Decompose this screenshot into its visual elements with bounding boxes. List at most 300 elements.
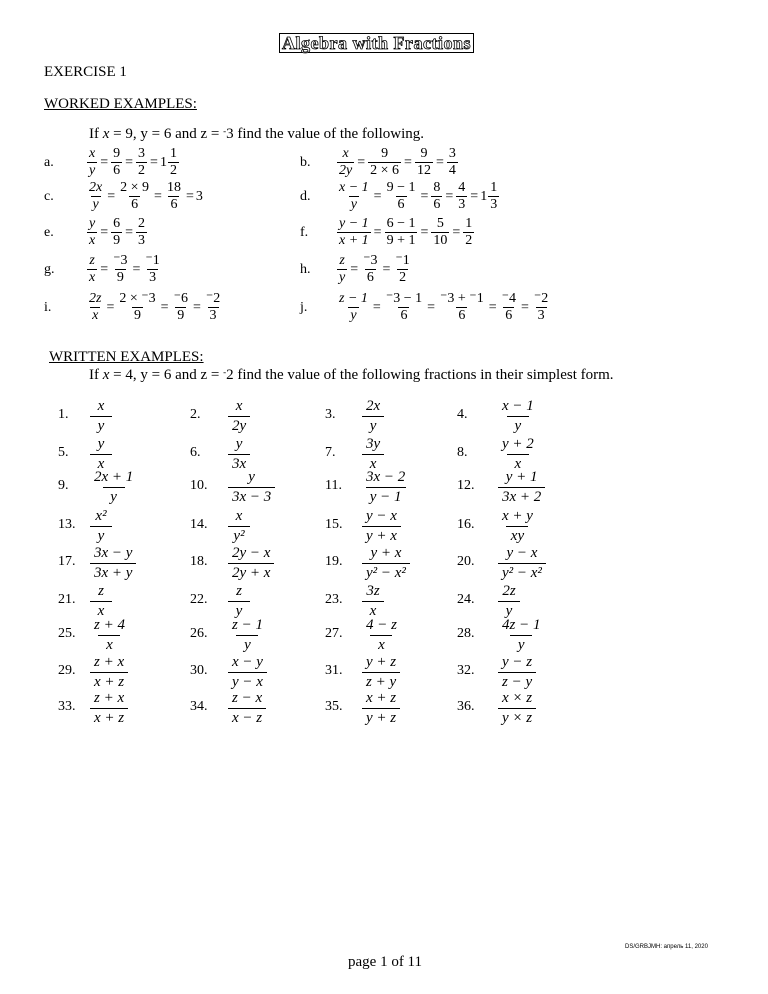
fraction-numerator: x − 1 <box>339 180 369 195</box>
worked-example-label: a. <box>44 155 54 170</box>
fraction-numerator: ⁻3 − 1 <box>385 291 423 306</box>
fraction <box>172 292 190 323</box>
fraction-denominator: 2 <box>399 270 407 285</box>
written-example-fraction <box>90 469 137 505</box>
written-example-fraction <box>498 545 546 581</box>
worked-example-equation <box>86 254 163 285</box>
fraction-numerator: ⁻2 <box>533 291 549 306</box>
equals-sign: = <box>125 154 134 170</box>
fraction-denominator: x <box>362 601 384 620</box>
written-example-label: 29. <box>58 663 76 678</box>
fraction-denominator: x <box>89 233 96 248</box>
fraction-denominator: y <box>89 163 96 178</box>
intro-text: = 4, y = 6 and z = <box>109 367 224 383</box>
written-example-fraction <box>498 436 538 472</box>
fraction-numerator: x × z <box>502 690 533 706</box>
written-example-fraction <box>90 508 112 544</box>
written-example-fraction <box>90 436 112 472</box>
fraction <box>165 181 183 212</box>
written-example-fraction <box>90 654 128 690</box>
equals-sign: = <box>107 188 116 204</box>
worked-example-label: e. <box>44 225 54 240</box>
fraction-numerator: 2 <box>138 216 146 231</box>
fraction-numerator: ⁻1 <box>395 253 410 268</box>
worked-example-equation <box>336 147 459 178</box>
fraction <box>500 292 518 323</box>
written-example-fraction <box>362 436 384 472</box>
fraction <box>111 254 129 285</box>
fraction-denominator: 9 <box>177 308 185 323</box>
fraction-denominator: y² − x² <box>498 563 546 582</box>
fraction-numerator: 2x <box>366 398 381 414</box>
worked-example-equation <box>336 254 413 285</box>
written-examples-heading: WRITTEN EXAMPLES: <box>49 349 204 365</box>
fraction <box>204 292 222 323</box>
fraction-denominator: 12 <box>416 163 431 178</box>
fraction <box>393 254 411 285</box>
fraction-numerator: y + z <box>366 654 397 670</box>
fraction-numerator: z − 1 <box>232 617 263 633</box>
fraction-denominator: y <box>103 487 125 506</box>
fraction-numerator: y + x <box>370 545 402 561</box>
written-example-label: 21. <box>58 592 76 607</box>
fraction-denominator: x <box>362 454 384 473</box>
negative-sign: - <box>223 126 227 136</box>
worked-examples-intro <box>89 126 424 143</box>
fraction-denominator: 3 <box>490 197 498 212</box>
equals-sign: = <box>373 224 382 240</box>
equals-sign: = <box>100 224 109 240</box>
fraction <box>337 217 371 248</box>
equals-sign: = <box>192 299 201 315</box>
fraction-numerator: x + y <box>502 508 533 524</box>
fraction-numerator: 9 <box>381 146 389 161</box>
equals-sign: = <box>100 261 109 277</box>
fraction <box>87 181 104 212</box>
written-example-label: 19. <box>325 554 343 569</box>
fraction <box>385 181 418 212</box>
intro-text: If <box>89 367 103 383</box>
fraction-denominator: x <box>98 635 120 654</box>
equals-sign: = <box>132 261 141 277</box>
worked-example-equation <box>336 292 551 323</box>
written-example-label: 33. <box>58 699 76 714</box>
written-example-label: 7. <box>325 445 336 460</box>
written-example-fraction <box>362 545 410 581</box>
fraction <box>111 147 122 178</box>
fraction-denominator: 3 <box>138 233 146 248</box>
fraction-numerator: z <box>89 253 95 268</box>
fraction-numerator: z − x <box>232 690 263 706</box>
written-example-label: 11. <box>325 478 342 493</box>
written-example-label: 3. <box>325 407 336 422</box>
fraction <box>117 292 157 323</box>
written-example-label: 22. <box>190 592 208 607</box>
fraction <box>431 181 442 212</box>
fraction-numerator: 8 <box>433 180 441 195</box>
fraction-numerator: x <box>342 146 349 161</box>
fraction-denominator: 3x − 3 <box>228 487 275 506</box>
worked-example-label: b. <box>300 155 311 170</box>
fraction <box>447 147 458 178</box>
written-example-fraction <box>90 545 136 581</box>
equals-sign: = <box>350 261 359 277</box>
fraction-numerator: y <box>89 216 96 231</box>
intro-text: = 9, y = 6 and z = <box>109 126 224 142</box>
fraction-numerator: y <box>235 436 243 452</box>
fraction-denominator: y <box>350 308 357 323</box>
written-example-fraction <box>228 436 250 472</box>
written-example-fraction <box>228 654 267 690</box>
whole-number: 1 <box>159 154 167 170</box>
fraction-numerator: y − z <box>502 654 533 670</box>
written-example-fraction <box>362 508 401 544</box>
equals-sign: = <box>150 154 158 170</box>
fraction-numerator: 1 <box>169 146 177 161</box>
worked-example-label: g. <box>44 262 55 277</box>
written-example-label: 32. <box>457 663 475 678</box>
fraction-denominator: 2 <box>465 233 473 248</box>
intro-variable: x <box>102 126 110 142</box>
equals-sign: = <box>106 299 115 315</box>
fraction-denominator: y × z <box>498 708 536 727</box>
fraction-denominator: 4 <box>448 163 456 178</box>
fraction <box>384 292 424 323</box>
fraction-denominator: y <box>339 270 346 285</box>
worked-example-equation <box>86 292 223 323</box>
written-example-fraction <box>362 617 401 653</box>
equals-sign: = <box>160 299 169 315</box>
fraction-numerator: 3x − y <box>94 545 133 561</box>
written-example-label: 25. <box>58 626 76 641</box>
fraction-numerator: 2 × ⁻3 <box>119 291 156 306</box>
fraction-denominator: y + x <box>362 526 401 545</box>
equals-sign: = <box>470 188 479 204</box>
written-example-fraction <box>228 617 267 653</box>
fraction <box>385 217 418 248</box>
written-example-label: 10. <box>190 478 208 493</box>
equals-sign: = <box>445 188 454 204</box>
fraction-numerator: 3y <box>366 436 381 452</box>
fraction <box>415 147 433 178</box>
written-example-label: 36. <box>457 699 475 714</box>
fraction-numerator: 6 − 1 <box>386 216 416 231</box>
fraction <box>368 147 401 178</box>
fraction-numerator: 9 <box>113 146 121 161</box>
worked-example-label: d. <box>300 189 311 204</box>
fraction-numerator: x <box>89 146 96 161</box>
fraction <box>488 181 499 212</box>
fraction-denominator: x <box>92 308 99 323</box>
fraction-numerator: z + 4 <box>94 617 125 633</box>
written-example-fraction <box>498 469 545 505</box>
fraction-denominator: x + 1 <box>339 233 369 248</box>
fraction-numerator: y <box>97 436 105 452</box>
fraction-numerator: ⁻6 <box>173 291 188 306</box>
equals-sign: = <box>373 188 382 204</box>
worked-example-equation <box>336 217 475 248</box>
fraction-denominator: 3 <box>537 308 545 323</box>
fraction-denominator: 6 <box>433 197 441 212</box>
fraction-denominator: 6 <box>400 308 408 323</box>
fraction-numerator: ⁻2 <box>205 291 221 306</box>
fraction-denominator: 6 <box>458 308 466 323</box>
page-title: Algebra with Fractions <box>279 33 474 53</box>
fraction <box>87 254 97 285</box>
fraction-denominator: x + z <box>90 708 128 727</box>
fraction <box>431 217 449 248</box>
fraction-denominator: 9 + 1 <box>386 233 416 248</box>
fraction-denominator: 2y <box>228 416 250 435</box>
fraction-denominator: y <box>362 416 384 435</box>
fraction-denominator: y + z <box>362 708 400 727</box>
fraction-numerator: y − x <box>506 545 538 561</box>
fraction-denominator: xy <box>506 526 528 545</box>
fraction <box>143 254 161 285</box>
fraction <box>118 181 151 212</box>
fraction-denominator: x − z <box>228 708 266 727</box>
written-example-fraction <box>90 617 129 653</box>
fraction-numerator: 5 <box>436 216 444 231</box>
fraction-denominator: x <box>90 454 112 473</box>
equals-sign: = <box>420 188 429 204</box>
fraction-numerator: 9 − 1 <box>386 180 416 195</box>
worked-example-equation <box>336 181 500 212</box>
fraction-denominator: 10 <box>433 233 448 248</box>
fraction-denominator: 3x <box>228 454 250 473</box>
equals-sign: = <box>357 154 366 170</box>
fraction <box>361 254 379 285</box>
fraction <box>463 217 474 248</box>
fraction-denominator: y <box>90 526 112 545</box>
fraction-denominator: y <box>92 197 99 212</box>
written-example-fraction <box>362 690 400 726</box>
equals-sign: = <box>435 154 444 170</box>
fraction-denominator: 2 × 6 <box>370 163 400 178</box>
written-example-label: 6. <box>190 445 201 460</box>
fraction-numerator: 4z − 1 <box>502 617 541 633</box>
fraction-numerator: ⁻4 <box>501 291 516 306</box>
fraction <box>337 292 370 323</box>
written-example-fraction <box>362 583 384 619</box>
written-example-fraction <box>498 654 536 690</box>
written-example-label: 12. <box>457 478 475 493</box>
fraction-numerator: x + z <box>366 690 397 706</box>
fraction-denominator: 2 <box>169 163 177 178</box>
fraction-numerator: y + 1 <box>505 469 538 485</box>
fraction-denominator: 3 <box>209 308 217 323</box>
fraction-numerator: z <box>98 583 104 599</box>
written-example-fraction <box>498 508 537 544</box>
written-example-fraction <box>228 508 250 544</box>
fraction-denominator: 3 <box>458 197 466 212</box>
written-example-label: 2. <box>190 407 201 422</box>
fraction-numerator: z <box>236 583 242 599</box>
fraction-numerator: 4 <box>458 180 466 195</box>
fraction-denominator: y <box>507 416 529 435</box>
footer-stamp: DS/GRBJMH: апрель 11, 2020 <box>625 944 708 950</box>
fraction-numerator: ⁻3 <box>363 253 378 268</box>
equals-sign: = <box>420 224 429 240</box>
intro-text: 3 find the value of the following. <box>226 126 424 142</box>
written-example-fraction <box>362 654 400 690</box>
equals-sign: = <box>154 188 162 204</box>
fraction-numerator: y <box>248 469 255 485</box>
fraction-numerator: 2 × 9 <box>120 180 150 195</box>
written-example-fraction <box>362 398 384 434</box>
fraction <box>337 147 354 178</box>
fraction-numerator: 18 <box>166 180 181 195</box>
fraction-numerator: z <box>339 253 345 268</box>
fraction-denominator: x <box>370 635 392 654</box>
fraction-denominator: 6 <box>366 270 374 285</box>
fraction-denominator: y <box>350 197 357 212</box>
fraction <box>337 181 371 212</box>
fraction-denominator: 2y <box>339 163 353 178</box>
worked-example-equation <box>86 147 180 178</box>
fraction-denominator: 6 <box>170 197 178 212</box>
fraction-numerator: x <box>97 398 105 414</box>
fraction-denominator: y <box>228 601 250 620</box>
fraction-numerator: 1 <box>490 180 498 195</box>
fraction-numerator: y + 2 <box>502 436 534 452</box>
worked-example-label: c. <box>44 189 54 204</box>
fraction-numerator: 2x <box>89 180 103 195</box>
written-example-label: 27. <box>325 626 343 641</box>
fraction-numerator: 3z <box>366 583 380 599</box>
fraction <box>111 217 122 248</box>
written-example-label: 16. <box>457 517 475 532</box>
fraction <box>136 147 147 178</box>
worked-example-equation <box>86 181 203 212</box>
written-example-label: 31. <box>325 663 343 678</box>
worked-example-label: h. <box>300 262 311 277</box>
written-example-fraction <box>228 398 250 434</box>
fraction <box>87 217 97 248</box>
written-example-label: 13. <box>58 517 76 532</box>
fraction-numerator: 2x + 1 <box>94 469 134 485</box>
written-example-fraction <box>498 583 520 619</box>
fraction-denominator: y − 1 <box>366 487 406 506</box>
fraction <box>532 292 550 323</box>
equals-sign: = <box>427 299 436 315</box>
fraction-numerator: z + x <box>94 654 125 670</box>
written-example-label: 20. <box>457 554 475 569</box>
worked-example-label: f. <box>300 225 309 240</box>
equals-sign: = <box>521 299 529 315</box>
equals-sign: = <box>185 188 194 204</box>
fraction-numerator: 9 <box>420 146 428 161</box>
fraction-numerator: ⁻3 <box>113 253 128 268</box>
written-example-fraction <box>228 583 250 619</box>
equals-sign: = <box>125 224 134 240</box>
intro-variable: x <box>102 367 110 383</box>
negative-sign: - <box>223 367 227 377</box>
fraction-numerator: z + x <box>94 690 125 706</box>
whole-number: 3 <box>195 188 203 204</box>
written-example-fraction <box>228 469 275 505</box>
fraction-denominator: 3 <box>149 270 157 285</box>
fraction-numerator: z − 1 <box>339 291 368 306</box>
fraction-denominator: 3x + y <box>90 563 136 582</box>
fraction-numerator: 3 <box>138 146 146 161</box>
written-example-fraction <box>228 690 266 726</box>
fraction-denominator: 3x + 2 <box>498 487 545 506</box>
fraction-numerator: 1 <box>465 216 473 231</box>
equals-sign: = <box>100 154 109 170</box>
fraction-denominator: 6 <box>113 163 121 178</box>
fraction-numerator: x <box>235 508 243 524</box>
fraction-denominator: y <box>510 635 532 654</box>
written-example-label: 18. <box>190 554 208 569</box>
fraction <box>337 254 347 285</box>
fraction-denominator: y² − x² <box>362 563 410 582</box>
equals-sign: = <box>488 299 497 315</box>
written-example-fraction <box>228 545 274 581</box>
written-example-label: 1. <box>58 407 69 422</box>
written-example-fraction <box>90 398 112 434</box>
fraction-numerator: x − y <box>232 654 263 670</box>
fraction-numerator: 3 <box>448 146 456 161</box>
written-example-fraction <box>498 398 538 434</box>
fraction-numerator: ⁻3 + ⁻1 <box>440 291 484 306</box>
worked-example-equation <box>86 217 148 248</box>
written-example-label: 26. <box>190 626 208 641</box>
equals-sign: = <box>382 261 391 277</box>
fraction-denominator: z − y <box>498 672 536 691</box>
fraction-denominator: 2y + x <box>228 563 274 582</box>
written-example-label: 34. <box>190 699 208 714</box>
equals-sign: = <box>452 224 461 240</box>
fraction-denominator: 6 <box>131 197 139 212</box>
written-example-label: 8. <box>457 445 468 460</box>
fraction-denominator: y − x <box>228 672 267 691</box>
fraction-denominator: y <box>498 601 520 620</box>
written-example-label: 15. <box>325 517 343 532</box>
page-number: page 1 of 11 <box>348 954 423 970</box>
fraction-denominator: 9 <box>113 233 121 248</box>
exercise-label: EXERCISE 1 <box>44 64 127 80</box>
intro-text: If <box>89 126 103 142</box>
written-examples-intro <box>89 367 614 384</box>
fraction-denominator: 9 <box>134 308 141 323</box>
written-example-fraction <box>362 469 409 505</box>
written-example-fraction <box>90 690 128 726</box>
written-example-label: 9. <box>58 478 69 493</box>
worked-example-label: j. <box>300 300 308 315</box>
fraction-numerator: y − 1 <box>339 216 369 231</box>
written-example-label: 30. <box>190 663 208 678</box>
equals-sign: = <box>404 154 412 170</box>
fraction-numerator: x − 1 <box>502 398 534 414</box>
fraction <box>87 147 97 178</box>
fraction <box>438 292 486 323</box>
fraction-denominator: x <box>89 270 96 285</box>
fraction <box>87 292 103 323</box>
written-example-fraction <box>498 617 544 653</box>
fraction-denominator: 6 <box>397 197 405 212</box>
fraction-denominator: x <box>507 454 529 473</box>
written-example-label: 17. <box>58 554 76 569</box>
fraction-numerator: x² <box>95 508 107 524</box>
fraction-denominator: y <box>90 416 112 435</box>
fraction-numerator: 2z <box>502 583 516 599</box>
written-example-fraction <box>498 690 536 726</box>
written-example-label: 35. <box>325 699 343 714</box>
fraction <box>136 217 147 248</box>
fraction-denominator: y² <box>228 526 250 545</box>
fraction-numerator: 2y − x <box>232 545 271 561</box>
